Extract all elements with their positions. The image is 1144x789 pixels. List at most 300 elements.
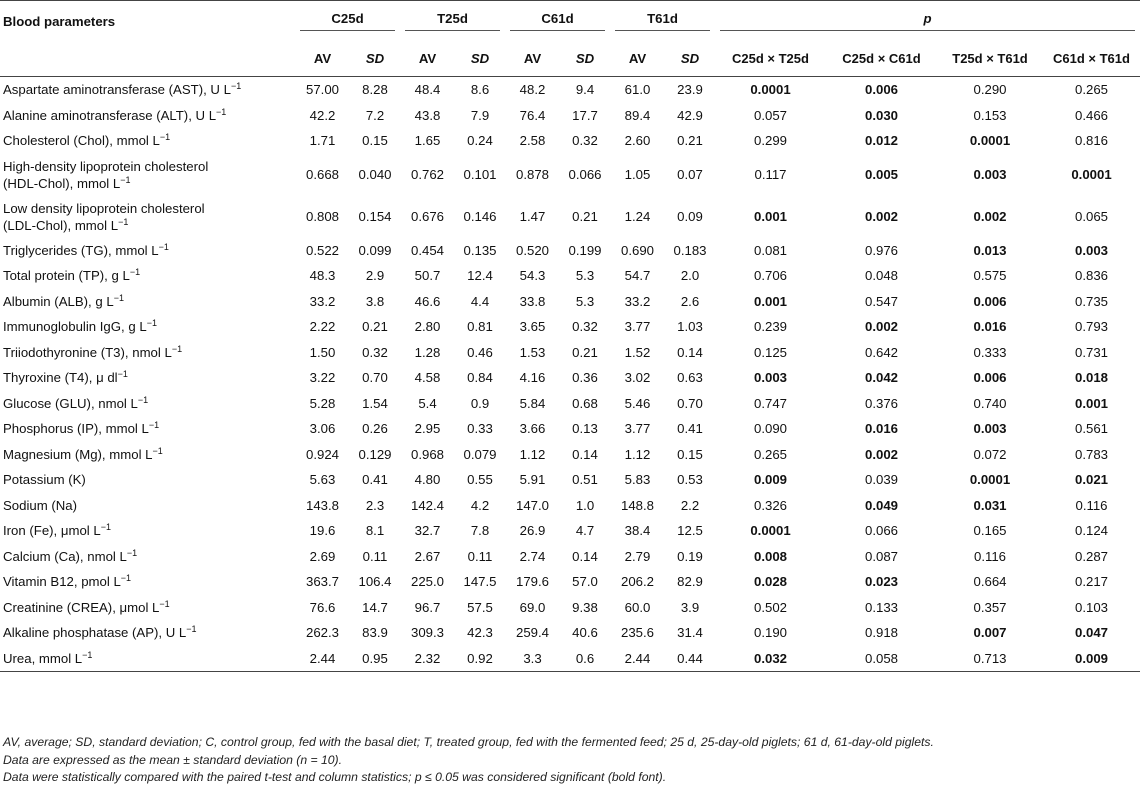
value-sd: 7.2 [365,107,385,123]
value-av: 179.6 [515,574,549,590]
value-av: 76.4 [519,107,546,123]
value-sd: 0.33 [467,421,493,437]
value-sd: 17.7 [572,107,598,123]
p-value [715,544,826,570]
p-value [826,391,937,417]
value-sd: 40.6 [572,625,598,641]
value-av: 3.06 [309,421,336,437]
value-av: 42.2 [309,107,336,123]
value-sd: 0.040 [358,167,392,182]
p-value [715,493,826,519]
table-row [0,238,1140,264]
p-value [715,595,826,621]
p-value-significant: 0.003 [973,421,1007,437]
value-sd: 31.4 [677,625,703,641]
p-value-significant: 0.001 [753,209,787,224]
value-av: 5.83 [624,472,651,488]
header-sd: SD [470,51,490,66]
table-row [0,544,1140,570]
value-av: 1.65 [414,133,441,149]
p-value-text: 0.090 [753,421,787,437]
p-value [937,103,1043,129]
value-av: 2.79 [624,548,651,564]
p-value-significant: 0.013 [973,242,1007,258]
parameter-name [0,595,295,621]
p-value [826,128,937,154]
parameter-name [0,620,295,646]
p-value [715,365,826,391]
unit-exponent: −1 [152,445,163,456]
header-group-t61d: T61d [610,1,715,42]
parameter-name [0,238,295,264]
value-av: 33.2 [309,293,336,309]
p-value-significant: 0.002 [973,209,1007,224]
value-sd: 0.129 [358,446,392,462]
p-value-significant: 0.002 [864,446,898,462]
value-sd: 1.03 [677,319,703,335]
value-av: 0.762 [410,167,444,182]
p-value [937,518,1043,544]
value-sd: 7.9 [470,107,490,123]
value-sd: 0.14 [572,446,598,462]
p-value-text: 0.706 [753,268,787,284]
value-sd: 0.15 [362,133,388,149]
unit-exponent: −1 [159,132,171,143]
p-value [937,569,1043,595]
value-sd: 0.32 [572,133,598,149]
table-row [0,365,1140,391]
p-value-text: 0.087 [864,548,898,564]
p-value [715,569,826,595]
value-sd: 0.199 [568,242,602,258]
value-av: 69.0 [519,599,546,615]
p-value [826,340,937,366]
p-value [1043,595,1140,621]
p-value-text: 0.065 [1074,209,1108,224]
p-value-significant: 0.002 [864,319,898,335]
unit-exponent: −1 [186,624,197,635]
value-av: 1.05 [624,167,651,182]
p-value-text: 0.740 [973,395,1007,411]
p-value-significant: 0.002 [864,209,898,224]
p-value [826,569,937,595]
parameter-name [0,196,295,238]
p-value-text: 0.153 [973,107,1007,123]
p-value-significant: 0.021 [1074,472,1108,488]
parameter-name-text: Immunoglobulin IgG, g L [3,319,147,335]
footnote-data-expression: Data are expressed as the mean ± standard deviation (n = 10). [3,752,342,767]
header-comparison: C25d × C61d [842,51,921,66]
unit-exponent: −1 [120,573,132,584]
header-av: AV [628,51,647,66]
p-value [715,128,826,154]
value-sd: 0.146 [463,209,497,224]
value-sd: 0.21 [572,344,598,360]
p-value [715,238,826,264]
value-av: 1.53 [519,344,546,360]
p-value-significant: 0.049 [864,497,898,513]
value-sd: 5.3 [575,293,595,309]
unit-exponent: −1 [146,318,157,329]
value-av: 4.58 [414,370,441,386]
value-av: 3.65 [519,319,546,335]
p-value-text: 0.326 [753,497,787,513]
p-value-significant: 0.006 [973,370,1007,386]
table-row [0,569,1140,595]
p-value [715,340,826,366]
parameter-name-text: Iron (Fe), μmol L [3,523,101,539]
value-av: 2.58 [519,133,546,149]
parameter-name-line2: (LDL-Chol), mmol L [3,217,119,233]
value-av: 2.44 [309,650,336,666]
p-value [937,442,1043,468]
p-value-text: 0.976 [864,242,898,258]
value-av: 5.63 [309,472,336,488]
p-value-text: 0.165 [973,523,1007,539]
value-sd: 57.5 [467,599,493,615]
header-av: AV [313,51,332,66]
parameter-name-line1: High-density lipoprotein cholesterol [3,158,209,174]
p-value [937,493,1043,519]
p-value [1043,238,1140,264]
value-av: 0.808 [305,209,339,224]
value-sd: 0.14 [572,548,598,564]
value-sd: 0.09 [677,209,703,224]
p-value [715,77,826,103]
p-value [937,595,1043,621]
header-sd: SD [365,51,385,66]
value-av: 4.80 [414,472,441,488]
p-value-text: 0.217 [1074,574,1108,590]
p-value-text: 0.836 [1074,268,1108,284]
parameter-name [0,340,295,366]
value-sd: 0.154 [358,209,392,224]
value-av: 2.32 [414,650,441,666]
parameter-name [0,263,295,289]
p-value-significant: 0.006 [864,82,898,98]
p-value [715,646,826,672]
value-sd: 3.9 [680,599,700,615]
p-value-significant: 0.032 [753,650,787,666]
value-sd: 4.4 [470,293,490,309]
table-body [0,77,1140,672]
value-sd: 0.101 [463,167,497,182]
value-sd: 0.079 [463,446,497,462]
value-av: 43.8 [414,107,441,123]
parameter-name [0,442,295,468]
table-row [0,263,1140,289]
p-value-significant: 0.023 [864,574,898,590]
value-av: 1.71 [309,133,336,149]
table-row [0,416,1140,442]
value-av: 148.8 [620,497,654,513]
parameter-name-line1: Low density lipoprotein cholesterol [3,200,205,216]
p-value [826,467,937,493]
value-av: 48.3 [309,268,336,284]
parameter-name-text: Triiodothyronine (T3), nmol L [3,344,172,360]
p-value-significant: 0.0001 [750,82,791,98]
p-value-text: 0.039 [864,472,898,488]
p-value-text: 0.133 [864,599,898,615]
value-av: 1.28 [414,344,441,360]
value-sd: 2.3 [365,497,385,513]
p-value-text: 0.918 [864,625,898,641]
value-av: 2.44 [624,650,651,666]
p-value [1043,128,1140,154]
parameter-name-text: Creatinine (CREA), μmol L [3,599,160,615]
p-value [1043,467,1140,493]
value-av: 1.52 [624,344,651,360]
unit-exponent: −1 [100,522,111,533]
value-sd: 0.24 [467,133,493,149]
value-sd: 0.63 [677,370,703,386]
p-value [826,365,937,391]
p-value-significant: 0.018 [1074,370,1108,386]
value-sd: 12.4 [467,268,493,284]
p-value [826,620,937,646]
p-value-text: 0.066 [864,523,898,539]
p-value [1043,77,1140,103]
parameter-name [0,467,295,493]
p-value [1043,493,1140,519]
parameter-name-text: Potassium (K) [3,472,86,488]
footnote-statistics: Data were statistically compared with the paired t-test and column statistics; p ≤ 0.05 was considered significant (bold font). [3,770,667,784]
value-av: 89.4 [624,107,651,123]
p-value-text: 0.502 [753,599,787,615]
value-sd: 2.0 [680,268,700,284]
parameter-name [0,544,295,570]
p-value [1043,646,1140,672]
p-value [937,289,1043,315]
value-av: 147.0 [515,497,549,513]
p-value-text: 0.731 [1074,344,1108,360]
value-sd: 83.9 [362,625,388,641]
value-sd: 0.13 [572,421,598,437]
value-sd: 0.81 [467,319,493,335]
value-sd: 0.92 [467,650,493,666]
p-value-text: 0.081 [753,242,787,258]
parameter-name [0,128,295,154]
value-av: 46.6 [414,293,441,309]
parameter-name [0,391,295,417]
value-av: 0.968 [410,446,444,462]
value-sd: 0.19 [677,548,703,564]
value-av: 3.22 [309,370,336,386]
value-sd: 0.32 [572,319,598,335]
header-comparison: T25d × T61d [952,51,1028,66]
value-sd: 2.6 [680,293,700,309]
p-value [1043,103,1140,129]
p-value-significant: 0.047 [1074,625,1108,641]
value-sd: 0.41 [362,472,388,488]
p-value [937,154,1043,196]
table-row [0,518,1140,544]
value-av: 235.6 [620,625,654,641]
p-value-text: 0.642 [864,344,898,360]
value-sd: 0.95 [362,650,388,666]
p-value [1043,340,1140,366]
value-sd: 23.9 [677,82,703,98]
unit-exponent: −1 [126,547,138,558]
p-value [826,77,937,103]
p-value-text: 0.057 [753,107,787,123]
p-value [937,238,1043,264]
p-value [937,340,1043,366]
value-av: 57.00 [305,82,339,98]
value-av: 54.3 [519,268,546,284]
value-av: 5.4 [418,395,437,411]
value-av: 2.60 [624,133,651,149]
value-sd: 1.0 [575,497,595,513]
parameter-name [0,103,295,129]
value-av: 2.69 [309,548,336,564]
p-value-significant: 0.009 [753,472,787,488]
parameter-name [0,493,295,519]
p-value-significant: 0.028 [753,574,787,590]
value-av: 0.878 [515,167,549,182]
p-value [715,289,826,315]
parameter-name-text: Alkaline phosphatase (AP), U L [3,625,187,641]
value-sd: 7.8 [470,523,490,539]
value-sd: 0.44 [677,650,703,666]
value-av: 3.77 [624,319,651,335]
value-sd: 0.11 [362,548,388,564]
value-av: 2.22 [309,319,336,335]
parameter-name-text: Glucose (GLU), nmol L [3,395,138,411]
p-value-significant: 0.003 [753,370,787,386]
value-sd: 4.2 [470,497,490,513]
value-av: 3.66 [519,421,546,437]
value-sd: 0.21 [572,209,598,224]
value-av: 5.91 [519,472,546,488]
unit-exponent: −1 [171,343,183,354]
value-sd: 0.135 [463,242,497,258]
p-value-significant: 0.016 [973,319,1007,335]
p-value-significant: 0.031 [973,497,1007,513]
value-sd: 0.55 [467,472,493,488]
value-av: 0.924 [305,446,339,462]
value-av: 1.24 [624,209,651,224]
header-group-c61d: C61d [505,1,610,42]
p-value [826,263,937,289]
parameter-name [0,416,295,442]
unit-exponent: −1 [117,369,128,380]
table-row [0,103,1140,129]
p-value [1043,365,1140,391]
value-av: 19.6 [309,523,336,539]
p-value [715,314,826,340]
p-value-text: 0.265 [753,446,787,462]
p-value-text: 0.299 [753,133,787,149]
p-value-text: 0.116 [973,548,1007,564]
value-av: 33.2 [624,293,651,309]
p-value-significant: 0.003 [973,167,1007,182]
p-value [937,263,1043,289]
p-value-text: 0.547 [864,293,898,309]
p-value-text: 0.376 [864,395,898,411]
p-value [715,620,826,646]
p-value [826,154,937,196]
value-av: 206.2 [620,574,654,590]
parameter-name-text: Cholesterol (Chol), mmol L [3,133,160,149]
value-av: 2.74 [519,548,546,564]
value-sd: 4.7 [575,523,595,539]
p-value-text: 0.783 [1074,446,1108,462]
value-av: 3.02 [624,370,651,386]
value-sd: 0.53 [677,472,703,488]
p-value [1043,416,1140,442]
p-value-text: 0.125 [753,344,787,360]
table-row [0,595,1140,621]
p-value [826,196,937,238]
value-av: 54.7 [624,268,651,284]
p-value-text: 0.239 [753,319,787,335]
p-value-text: 0.117 [754,167,787,182]
table-row [0,289,1140,315]
parameter-name-text: Aspartate aminotransferase (AST), U L [3,82,231,98]
p-value [1043,196,1140,238]
unit-exponent: −1 [137,394,149,405]
p-value-text: 0.747 [753,395,787,411]
value-av: 1.50 [309,344,336,360]
table-row [0,128,1140,154]
p-value [715,442,826,468]
table-row [0,154,1140,196]
p-value [937,128,1043,154]
p-value [826,518,937,544]
value-av: 262.3 [305,625,339,641]
value-sd: 0.68 [572,395,598,411]
unit-exponent: −1 [148,420,160,431]
p-value [937,544,1043,570]
value-av: 0.522 [305,242,339,258]
value-sd: 0.70 [362,370,388,386]
value-av: 48.4 [414,82,441,98]
p-value-significant: 0.016 [864,421,898,437]
value-av: 3.3 [523,650,542,666]
table-row [0,493,1140,519]
value-sd: 0.14 [677,344,703,360]
value-sd: 8.1 [365,523,385,539]
value-av: 60.0 [624,599,651,615]
header-group-t25d: T25d [400,1,505,42]
header-blood-parameters: Blood parameters [3,13,116,29]
unit-exponent: −1 [118,216,129,227]
value-sd: 8.28 [362,82,388,98]
unit-exponent: −1 [230,81,242,92]
parameter-name-text: Sodium (Na) [3,497,78,513]
value-sd: 0.26 [362,421,388,437]
value-sd: 0.15 [677,446,703,462]
p-value-significant: 0.030 [864,107,898,123]
value-sd: 0.07 [677,167,703,182]
unit-exponent: −1 [113,292,124,303]
parameter-name [0,314,295,340]
value-av: 0.690 [620,242,654,258]
table-row [0,196,1140,238]
footnote-abbreviations: AV, average; SD, standard deviation; C, control group, fed with the basal diet; T, treated group, fed with the fermented feed; 25 d, 25-day-old piglets; 61 d, 61-day-old piglets. [3,735,934,749]
p-value [1043,289,1140,315]
p-value-text: 0.048 [864,268,898,284]
value-sd: 0.21 [677,133,703,149]
value-av: 142.4 [410,497,444,513]
p-value [715,518,826,544]
p-value-text: 0.357 [973,599,1007,615]
p-value-text: 0.735 [1074,293,1108,309]
header-sd: SD [575,51,595,66]
p-value [826,416,937,442]
parameter-name-text: Albumin (ALB), g L [3,293,114,309]
